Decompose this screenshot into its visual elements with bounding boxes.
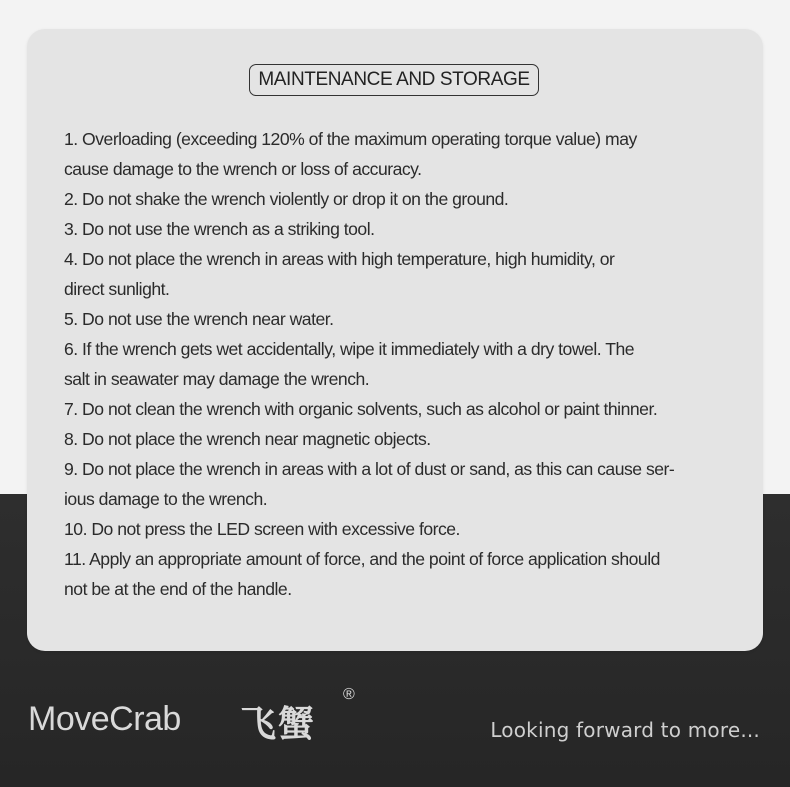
brand-logo [28,686,368,746]
list-item: 11. Apply an appropriate amount of force, and the point of force application should not be at the end of the handle. [64,549,660,599]
list-item: 1. Overloading (exceeding 120% of the maximum operating torque value) may cause damage to the wrench or loss of accuracy. [64,129,637,179]
list-item: 8. Do not place the wrench near magnetic objects. [64,429,431,449]
brand-logo-chinese: 飞蟹 [240,704,317,745]
list-item: 9. Do not place the wrench in areas with a lot of dust or sand, as this can cause ser- ious damage to the wrench. [64,459,675,509]
list-item: 4. Do not place the wrench in areas with high temperature, high humidity, or direct sunlight. [64,249,615,299]
list-item: 6. If the wrench gets wet accidentally, wipe it immediately with a dry towel. The salt in seawater may damage the wrench. [64,339,635,389]
list-item: 7. Do not clean the wrench with organic solvents, such as alcohol or paint thinner. [64,399,658,419]
brand-logo-text: MoveCrab [28,700,181,738]
list-item: 2. Do not shake the wrench violently or drop it on the ground. [64,189,509,209]
section-title: MAINTENANCE AND STORAGE [258,69,530,90]
maintenance-list [64,124,744,604]
list-item: 3. Do not use the wrench as a striking tool. [64,219,375,239]
section-title-box [249,64,539,96]
footer-tagline: Looking forward to more... [490,718,760,742]
registered-mark: ® [343,686,355,703]
list-item: 5. Do not use the wrench near water. [64,309,334,329]
list-item: 10. Do not press the LED screen with excessive force. [64,519,460,539]
